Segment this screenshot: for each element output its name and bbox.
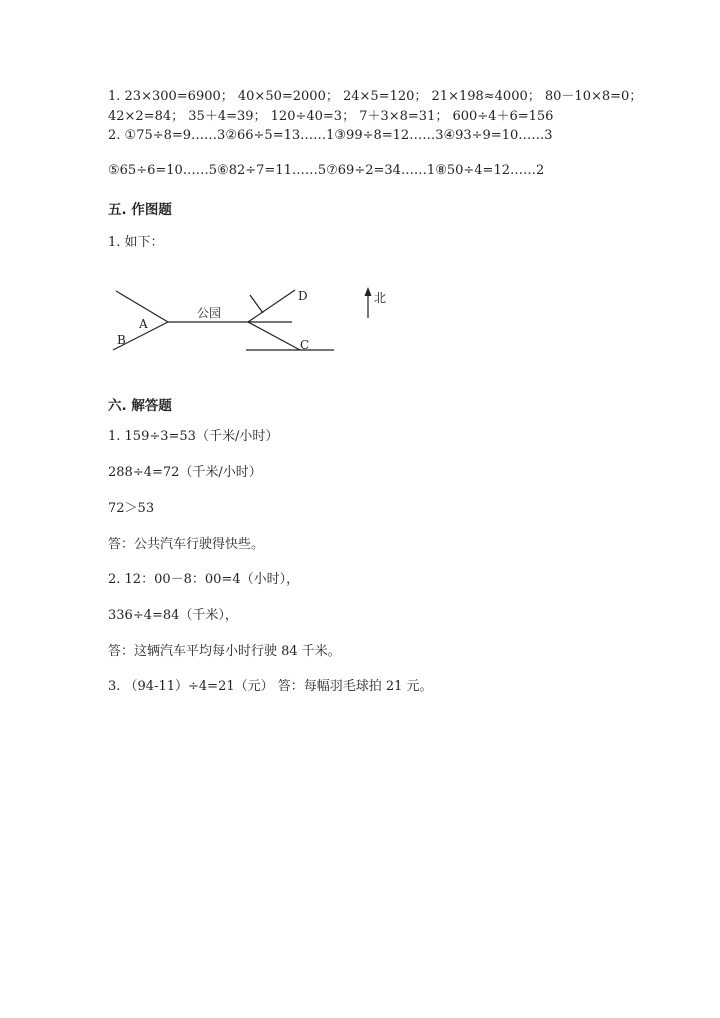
section-heading-drawing: 五. 作图题 (108, 202, 172, 218)
label-b: B (117, 333, 126, 347)
sol2-line-1: 2. 12：00－8：00=4（小时）， (108, 572, 300, 587)
sol1-line-1: 1. 159÷3=53（千米/小时） (108, 429, 279, 444)
sol1-line-3: 72＞53 (108, 501, 155, 516)
q1-line-2: 42×2=84； 35＋4=39； 120÷40=3； 7＋3×8=31； 600÷4＋6=156 (108, 109, 554, 124)
label-c: C (300, 338, 310, 352)
q2-line-2: ⑤65÷6=10……5⑥82÷7=11……5⑦69÷2=34……1⑧50÷4=12……2 (108, 163, 545, 178)
q2-line-1: 2. ①75÷8=9……3②66÷5=13……1③99÷8=12……3④93÷9=10……3 (108, 128, 553, 143)
sol3-line-1: 3. （94-11）÷4=21（元） 答：每幅羽毛球拍 21 元。 (108, 679, 433, 694)
label-a: A (139, 317, 148, 331)
line-d-tick (250, 295, 263, 313)
direction-diagram (0, 0, 720, 360)
label-d: D (298, 289, 308, 303)
sol1-answer: 答：公共汽车行驶得快些。 (108, 537, 265, 552)
label-park: 公园 (197, 306, 222, 320)
drawing-q1-label: 1. 如下： (108, 235, 164, 250)
sol2-answer: 答：这辆汽车平均每小时行驶 84 千米。 (108, 644, 341, 659)
sol2-line-2: 336÷4=84（千米）， (108, 608, 238, 623)
line-c (248, 322, 300, 350)
label-north: 北 (374, 291, 387, 305)
section-heading-solutions: 六. 解答题 (108, 398, 172, 414)
north-arrow-icon (365, 287, 372, 296)
sol1-line-2: 288÷4=72（千米/小时） (108, 465, 262, 480)
q1-line-1: 1. 23×300=6900； 40×50=2000； 24×5=120； 21×198≈4000； 80－10×8=0； (108, 89, 643, 104)
line-d (248, 290, 295, 322)
